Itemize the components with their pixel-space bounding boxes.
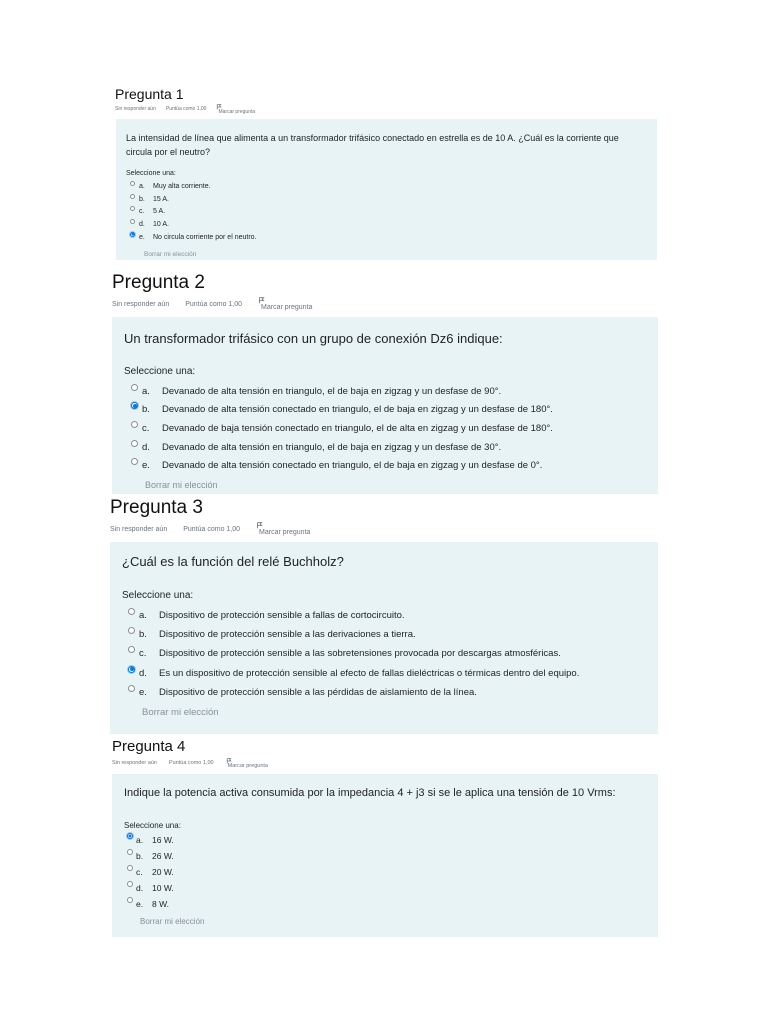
question-points: Puntúa como 1,00 (183, 525, 241, 533)
answer-option-b[interactable] (131, 401, 646, 420)
clear-choice-link[interactable]: Borrar mi elección (142, 706, 219, 718)
clear-choice-link[interactable]: Borrar mi elección (140, 917, 205, 927)
option-text: Devanado de alta tensión conectado en triangulo, el de baja en zigzag y un desfase de 180°. (162, 404, 553, 416)
question-box (112, 317, 658, 494)
select-label: Seleccione una: (124, 820, 181, 830)
radio-button[interactable] (128, 608, 135, 615)
question-status: Sin responder aún (115, 106, 156, 112)
flag-label: Marcar pregunta (227, 763, 268, 769)
flag-question-link[interactable] (258, 297, 312, 311)
radio-button-selected[interactable] (128, 666, 135, 673)
radio-button-selected[interactable] (131, 402, 138, 409)
option-letter: b. (136, 851, 144, 862)
flag-question-link[interactable] (216, 104, 255, 115)
question-title: Pregunta 1 (115, 86, 184, 102)
radio-button[interactable] (130, 194, 135, 199)
option-letter: c. (136, 866, 143, 877)
question-status: Sin responder aún (112, 760, 157, 766)
radio-button[interactable] (131, 421, 138, 428)
answer-option-c[interactable] (130, 205, 647, 218)
option-text: 15 A. (153, 195, 169, 203)
select-label: Seleccione una: (124, 366, 196, 377)
question-status: Sin responder aún (110, 525, 168, 533)
question-box (110, 542, 658, 734)
option-letter: a. (139, 182, 145, 190)
option-letter: e. (139, 233, 145, 241)
option-text: Devanado de alta tensión conectado en triangulo, el de baja en zigzag y un desfase de 0°. (162, 460, 543, 472)
answer-option-e[interactable] (128, 683, 646, 702)
answer-options (127, 833, 646, 912)
option-text: Devanado de alta tensión en triangulo, el de baja en zigzag y un desfase de 90°. (162, 385, 502, 397)
answer-options (131, 382, 646, 475)
option-letter: a. (136, 835, 144, 846)
answer-options (128, 606, 646, 702)
flag-question-link[interactable] (256, 522, 310, 536)
option-letter: d. (139, 667, 147, 679)
question-text: Un transformador trifásico con un grupo de conexión Dz6 indique: (124, 331, 503, 346)
option-letter: d. (136, 882, 144, 893)
radio-button[interactable] (127, 881, 133, 887)
question-points: Puntúa como 1,00 (165, 106, 207, 112)
option-letter: c. (139, 648, 147, 660)
option-text: Devanado de baja tensión conectado en triangulo, el de alta en zigzag y un desfase de 180°. (162, 422, 553, 434)
flag-label: Marcar pregunta (259, 529, 311, 536)
flag-icon (258, 297, 265, 304)
radio-button[interactable] (127, 849, 133, 855)
flag-icon (256, 522, 263, 529)
question-meta (115, 104, 657, 115)
option-text: 26 W. (152, 851, 174, 862)
option-text: 10 A. (153, 220, 169, 228)
option-letter: c. (139, 208, 145, 216)
flag-label: Marcar pregunta (218, 109, 256, 115)
question-box (116, 119, 657, 260)
option-letter: e. (136, 898, 144, 909)
option-text: No circula corriente por el neutro. (153, 233, 257, 241)
clear-choice-link[interactable]: Borrar mi elección (145, 479, 218, 490)
radio-button[interactable] (131, 440, 138, 447)
answer-option-a[interactable] (131, 382, 646, 401)
option-text: 10 W. (152, 882, 174, 893)
option-letter: b. (139, 629, 147, 641)
option-text: Dispositivo de protección sensible a las pérdidas de aislamiento de la línea. (159, 686, 477, 698)
option-text: Dispositivo de protección sensible a las derivaciones a tierra. (159, 629, 416, 641)
answer-options (130, 180, 647, 243)
radio-button[interactable] (130, 181, 135, 186)
answer-option-d[interactable] (131, 438, 646, 457)
question-title: Pregunta 2 (112, 272, 205, 293)
option-letter: b. (142, 404, 150, 416)
option-text: 20 W. (152, 866, 174, 877)
question-points: Puntúa como 1,00 (185, 300, 243, 308)
question-meta (112, 297, 658, 311)
radio-button[interactable] (128, 646, 135, 653)
radio-button[interactable] (127, 897, 133, 903)
option-letter: a. (142, 385, 150, 397)
answer-option-d[interactable] (128, 664, 646, 683)
answer-option-b[interactable] (127, 848, 646, 864)
select-label: Seleccione una: (126, 170, 176, 177)
question-3 (110, 498, 658, 734)
flag-question-link[interactable] (226, 758, 268, 770)
answer-option-a[interactable] (130, 180, 647, 193)
question-text: La intensidad de línea que alimenta a un transformador trifásico conectado en estrella es de 10 A. ¿Cuál es la corriente que circula por el neutro? (126, 133, 619, 157)
question-box (112, 774, 658, 937)
option-letter: a. (139, 610, 147, 622)
option-text: Muy alta corriente. (153, 182, 211, 190)
answer-option-d[interactable] (130, 218, 647, 231)
answer-option-c[interactable] (127, 864, 646, 880)
radio-button[interactable] (127, 865, 133, 871)
question-1 (115, 87, 657, 260)
answer-option-e[interactable] (127, 896, 646, 912)
answer-option-b[interactable] (130, 193, 647, 206)
radio-button[interactable] (130, 206, 135, 211)
option-letter: d. (139, 220, 145, 228)
radio-button-selected[interactable] (130, 232, 135, 237)
question-4 (112, 739, 658, 937)
option-text: Devanado de alta tensión en triangulo, el de baja en zigzag y un desfase de 30°. (162, 441, 502, 453)
question-meta (110, 522, 658, 536)
option-text: 8 W. (152, 898, 170, 909)
clear-choice-link[interactable]: Borrar mi elección (144, 251, 197, 259)
answer-option-d[interactable] (127, 880, 646, 896)
option-text: 16 W. (152, 835, 174, 846)
question-text: Indique la potencia activa consumida por la impedancia 4 + j3 si se le aplica una tensión de 10 Vrms: (124, 786, 616, 799)
answer-option-b[interactable] (128, 625, 646, 644)
question-title: Pregunta 4 (112, 738, 186, 755)
answer-option-a[interactable] (127, 833, 646, 849)
option-letter: e. (142, 460, 150, 472)
answer-option-c[interactable] (128, 644, 646, 663)
radio-button[interactable] (131, 458, 138, 465)
radio-button[interactable] (131, 384, 138, 391)
flag-label: Marcar pregunta (261, 304, 313, 311)
question-title: Pregunta 3 (110, 497, 203, 518)
answer-option-e[interactable] (131, 456, 646, 475)
radio-button[interactable] (128, 627, 135, 634)
option-text: Es un dispositivo de protección sensible al efecto de fallas dieléctricas o térmicas dentro del equipo. (159, 667, 580, 679)
option-letter: c. (142, 422, 150, 434)
option-text: 5 A. (153, 208, 166, 216)
radio-button[interactable] (130, 219, 135, 224)
option-letter: d. (142, 441, 150, 453)
question-status: Sin responder aún (112, 300, 170, 308)
question-text: ¿Cuál es la función del relé Buchholz? (122, 554, 344, 569)
option-text: Dispositivo de protección sensible a las sobretensiones provocada por descargas atmosféricas. (159, 648, 561, 660)
answer-option-c[interactable] (131, 419, 646, 438)
option-text: Dispositivo de protección sensible a fallas de cortocircuito. (159, 610, 405, 622)
question-points: Puntúa como 1,00 (168, 760, 214, 766)
answer-option-a[interactable] (128, 606, 646, 625)
answer-option-e[interactable] (130, 231, 647, 244)
option-letter: b. (139, 195, 145, 203)
radio-button[interactable] (128, 685, 135, 692)
select-label: Seleccione una: (122, 590, 194, 601)
question-2 (112, 273, 658, 494)
radio-button-selected[interactable] (127, 833, 133, 839)
option-letter: e. (139, 686, 147, 698)
question-meta (112, 758, 658, 770)
